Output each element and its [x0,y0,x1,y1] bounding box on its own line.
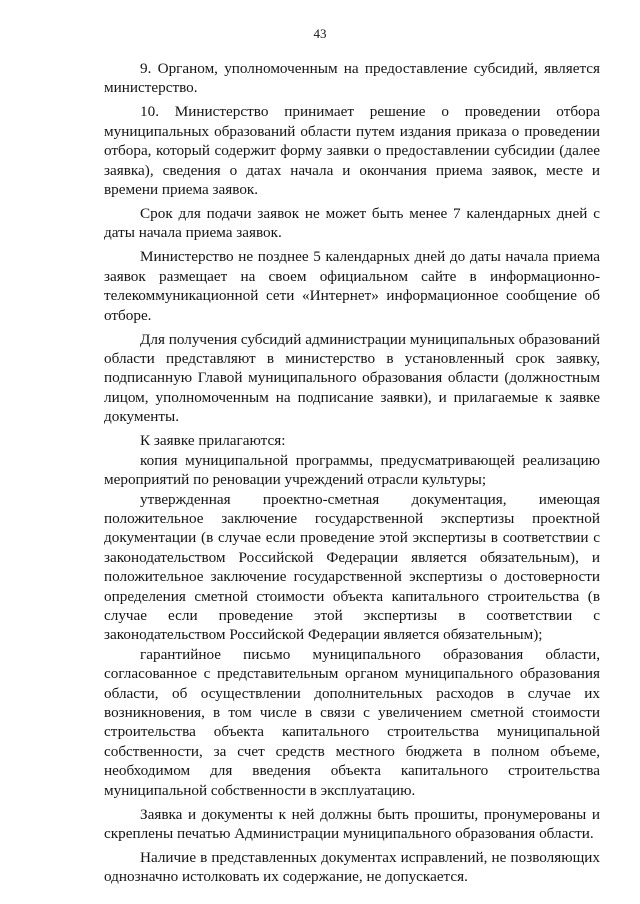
paragraph-item-10: 10. Министерство принимает решение о проведении отбора муниципальных образований области путем издания приказа о проведении отбора, который содержит форму заявки о предоставлении субсидии (далее заявка), сведения о датах начала и окончания приема заявок, месте и времени приема заявок. [104,103,600,199]
paragraph-binding-requirements: Заявка и документы к ней должны быть прошиты, пронумерованы и скреплены печатью Администрации муниципального образования области. [104,805,600,842]
paragraph-item-9: 9. Органом, уполномоченным на предоставление субсидий, является министерство. [104,60,600,97]
page-number: 43 [313,26,327,41]
list-item-program-copy: копия муниципальной программы, предусматривающей реализацию мероприятий по реновации учреждений отрасли культуры; [104,451,600,489]
document-body [104,59,600,887]
list-item-project-documentation: утвержденная проектно-сметная документация, имеющая положительное заключение государственной экспертизы проектной документации (в случае если проведение этой экспертизы в соответствии с законодательством Российской Федерации является обязательным), и положительное заключение государственной экспертизы о достоверности определения сметной стоимости объекта капитального строительства (в случае если проведение этой экспертизы в соответствии с законодательством Российской Федерации является обязательным); [104,490,600,644]
paragraph-deadline: Срок для подачи заявок не может быть менее 7 календарных дней с даты начала приема заявок. [104,205,600,242]
paragraph-application: Для получения субсидий администрации муниципальных образований области представляют в министерство в установленный срок заявку, подписанную Главой муниципального образования области (должностным лицом, уполномоченным на подписание заявки), и прилагаемые к заявке документы. [104,330,600,426]
paragraph-publication: Министерство не позднее 5 календарных дней до даты начала приема заявок размещает на своем официальном сайте в информационно-телекоммуникационной сети «Интернет» информационное сообщение об отборе. [104,248,600,324]
paragraph-attachments-intro: К заявке прилагаются: [140,432,286,450]
list-item-guarantee-letter: гарантийное письмо муниципального образования области, согласованное с представительным органом муниципального образования области, об осуществлении дополнительных расходов в случае их возникновения, в том числе в связи с увеличением сметной стоимости строительства объекта капитального строительства муниципальной собственности, за счет средств местного бюджета в полном объеме, необходимом для введения объекта капитального строительства муниципальной собственности в эксплуатацию. [104,645,600,799]
paragraph-corrections-prohibited: Наличие в представленных документах исправлений, не позволяющих однозначно истолковать их содержание, не допускается. [104,849,600,886]
